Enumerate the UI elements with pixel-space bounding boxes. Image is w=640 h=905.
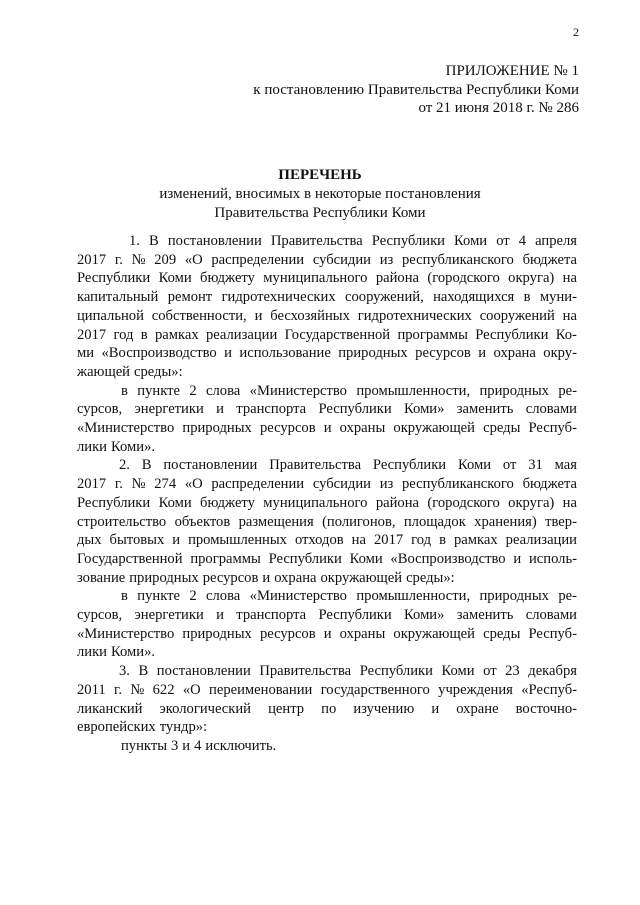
text-line: в пункте 2 слова «Министерство промышленности, природных ре- [121,588,577,605]
text-line: европейских тундр»: [77,719,208,736]
text-line: 2017 год в рамках реализации Государственной программы Республики Ко- [77,326,577,343]
text-line: 1. В постановлении Правительства Республики Коми от 4 апреля [129,233,577,249]
text-line: 2. В постановлении Правительства Республики Коми от 31 мая [119,457,577,474]
text-line: 2017 г. № 274 «О распределении субсидии из республиканского бюджета [77,476,577,493]
text-line: Государственной программы Республики Коми «Воспроизводство и исполь- [77,550,577,567]
text-line: капитальный ремонт гидротехнических сооружений, находящихся в муни- [77,289,577,306]
document-subtitle-line2: Правительства Республики Коми [214,205,426,221]
appendix-reference: к постановлению Правительства Республики Коми [253,81,579,98]
text-line: Республики Коми бюджету муниципального района (городского округа) на [77,494,577,511]
text-line: 2011 г. № 622 «О переименовании государственного учреждения «Респуб- [77,681,577,698]
text-line: сурсов, энергетики и транспорта Республики Коми» заменить словами [77,607,577,624]
text-line: в пункте 2 слова «Министерство промышленности, природных ре- [121,382,577,399]
document-subtitle-line1: изменений, вносимых в некоторые постановления [159,186,481,202]
text-line: «Министерство природных ресурсов и охраны окружающей среды Респуб- [77,625,577,642]
text-line: ликанский экологический центр по изучению и охране восточно- [77,700,577,717]
text-line: зование природных ресурсов и охрана окружающей среды»: [77,569,455,586]
appendix-date: от 21 июня 2018 г. № 286 [418,100,579,116]
text-line: 2017 г. № 209 «О распределении субсидии из республиканского бюджета [77,251,577,268]
text-line: жающей среды»: [77,363,183,380]
text-line: лики Коми». [77,644,156,661]
text-line: сурсов, энергетики и транспорта Республики Коми» заменить словами [77,401,577,418]
text-line: ми «Воспроизводство и использование природных ресурсов и охрана окру- [77,345,577,362]
text-line: дых бытовых и промышленных отходов на 2017 год в рамках реализации [77,532,577,549]
text-line: пункты 3 и 4 исключить. [121,737,277,754]
appendix-block [253,62,579,118]
text-line: 3. В постановлении Правительства Республики Коми от 23 декабря [119,663,577,680]
document-body [77,232,577,756]
text-line: строительство объектов размещения (полигонов, площадок хранения) твер- [77,513,577,530]
text-line: Республики Коми бюджету муниципального района (городского округа) на [77,270,577,287]
appendix-title: ПРИЛОЖЕНИЕ № 1 [445,63,579,79]
document-title: ПЕРЕЧЕНЬ [278,167,362,183]
text-line: «Министерство природных ресурсов и охраны окружающей среды Респуб- [77,420,577,437]
page-number: 2 [573,25,579,39]
text-line: ципальной собственности, и бесхозяйных гидротехнических сооружений на [77,307,577,324]
document-heading [0,166,640,223]
text-line: лики Коми». [77,438,156,455]
